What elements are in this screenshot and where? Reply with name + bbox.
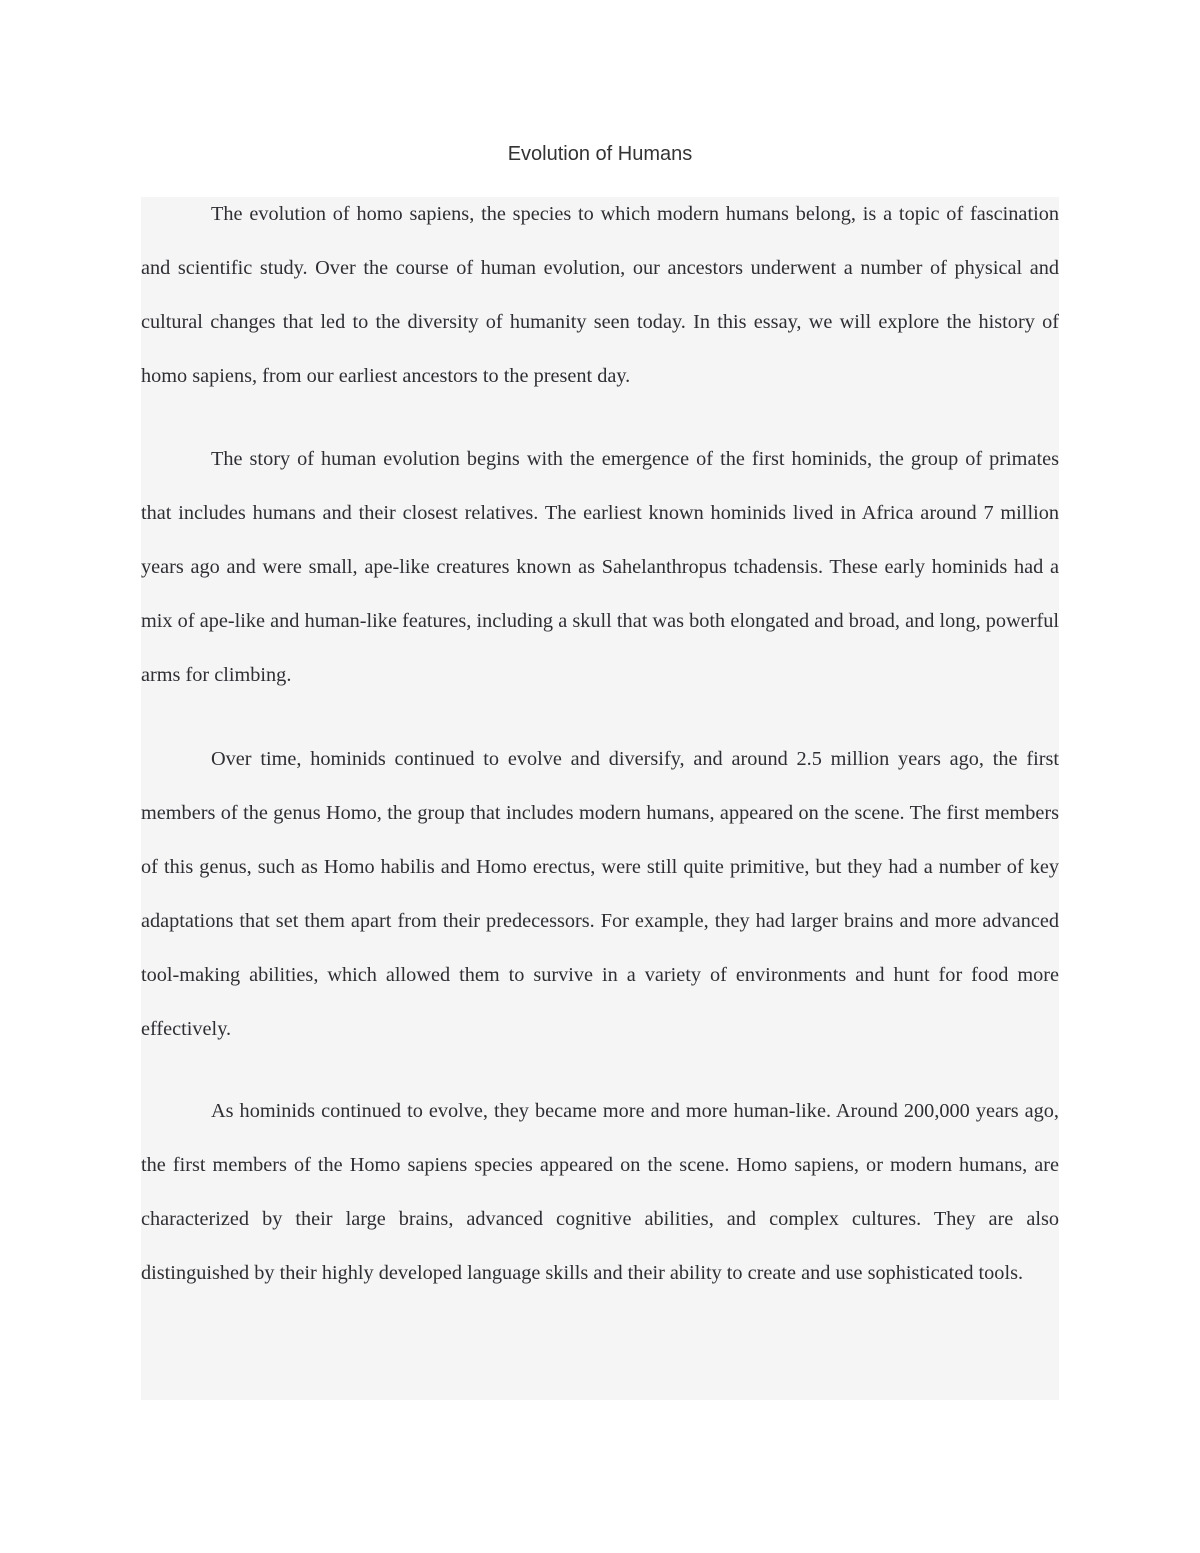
paragraph-1: The evolution of homo sapiens, the species to which modern humans belong, is a topic of fascination and scientific study. Over the course of human evolution, our ancestors underwent a number of physical and cultural changes that led to the diversity of humanity seen today. In this essay, we will explore the history of homo sapiens, from our earliest ancestors to the present day. xyxy=(141,203,1059,387)
document-title: Evolution of Humans xyxy=(507,143,693,165)
paragraph-4: As hominids continued to evolve, they became more and more human-like. Around 200,000 years ago, the first members of the Homo sapiens species appeared on the scene. Homo sapiens, or modern humans, are characterized by their large brains, advanced cognitive abilities, and complex cultures. They are also distinguished by their highly developed language skills and their ability to create and use sophisticated tools. xyxy=(141,1100,1059,1284)
document-body xyxy=(141,197,1059,1400)
paragraph-2: The story of human evolution begins with the emergence of the first hominids, the group of primates that includes humans and their closest relatives. The earliest known hominids lived in Africa around 7 million years ago and were small, ape-like creatures known as Sahelanthropus tchadensis. These early hominids had a mix of ape-like and human-like features, including a skull that was both elongated and broad, and long, powerful arms for climbing. xyxy=(141,448,1059,686)
paragraph-3: Over time, hominids continued to evolve and diversify, and around 2.5 million years ago, the first members of the genus Homo, the group that includes modern humans, appeared on the scene. The first members of this genus, such as Homo habilis and Homo erectus, were still quite primitive, but they had a number of key adaptations that set them apart from their predecessors. For example, they had larger brains and more advanced tool-making abilities, which allowed them to survive in a variety of environments and hunt for food more effectively. xyxy=(141,748,1059,1040)
